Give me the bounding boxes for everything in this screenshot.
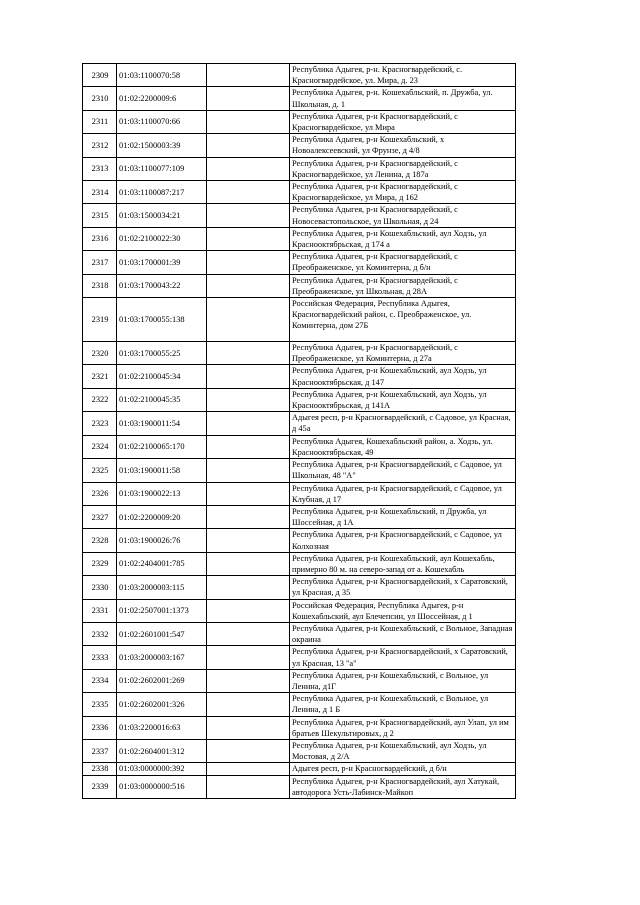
row-number: 2315 xyxy=(83,204,117,227)
address-cell: Республика Адыгея, р-н Кошехабльский, аул Ходзь, ул Краснооктябрьская, д 147 xyxy=(290,365,516,388)
cadastral-number: 01:03:2200016:63 xyxy=(117,716,207,739)
table-row xyxy=(83,739,516,762)
table-row xyxy=(83,157,516,180)
empty-cell xyxy=(207,251,290,274)
empty-cell xyxy=(207,763,290,775)
cadastral-number: 01:02:2602001:326 xyxy=(117,693,207,716)
address-cell: Республика Адыгея, р-н Кошехабльский, х Новоалексеевский, ул Фрунзе, д 4/8 xyxy=(290,134,516,157)
table-row xyxy=(83,64,516,87)
row-number: 2312 xyxy=(83,134,117,157)
empty-cell xyxy=(207,204,290,227)
table-row xyxy=(83,87,516,110)
table-row xyxy=(83,529,516,552)
row-number: 2325 xyxy=(83,459,117,482)
cadastral-number: 01:02:2404001:785 xyxy=(117,552,207,575)
cadastral-number: 01:02:2200009:6 xyxy=(117,87,207,110)
empty-cell xyxy=(207,459,290,482)
empty-cell xyxy=(207,227,290,250)
cadastral-number: 01:03:1900026:76 xyxy=(117,529,207,552)
row-number: 2318 xyxy=(83,274,117,297)
table-row xyxy=(83,646,516,669)
row-number: 2328 xyxy=(83,529,117,552)
address-cell: Республика Адыгея, р-н Красногвардейский, с Садовое, ул Колхозная xyxy=(290,529,516,552)
row-number: 2337 xyxy=(83,739,117,762)
address-cell: Республика Адыгея, р-н Красногвардейский, с Красногвардейское, ул Мира xyxy=(290,110,516,133)
table-row xyxy=(83,552,516,575)
table-row xyxy=(83,716,516,739)
table-row xyxy=(83,274,516,297)
empty-cell xyxy=(207,365,290,388)
cadastral-number: 01:03:1900011:58 xyxy=(117,459,207,482)
table-row xyxy=(83,388,516,411)
empty-cell xyxy=(207,388,290,411)
row-number: 2319 xyxy=(83,298,117,342)
registry-table xyxy=(82,63,516,799)
empty-cell xyxy=(207,435,290,458)
empty-cell xyxy=(207,134,290,157)
address-cell: Адыгея респ, р-н Красногвардейский, д б/н xyxy=(290,763,516,775)
empty-cell xyxy=(207,298,290,342)
empty-cell xyxy=(207,576,290,599)
empty-cell xyxy=(207,110,290,133)
table-row xyxy=(83,251,516,274)
empty-cell xyxy=(207,739,290,762)
cadastral-number: 01:03:1700001:39 xyxy=(117,251,207,274)
row-number: 2339 xyxy=(83,775,117,798)
cadastral-number: 01:03:0000000:392 xyxy=(117,763,207,775)
cadastral-number: 01:02:2602001:269 xyxy=(117,669,207,692)
address-cell: Республика Адыгея, р-н Красногвардейский, с Садовое, ул Клубная, д 17 xyxy=(290,482,516,505)
cadastral-number: 01:03:1100070:58 xyxy=(117,64,207,87)
cadastral-number: 01:03:2000003:167 xyxy=(117,646,207,669)
row-number: 2330 xyxy=(83,576,117,599)
cadastral-number: 01:02:2601001:547 xyxy=(117,622,207,645)
table-row xyxy=(83,482,516,505)
table-row xyxy=(83,459,516,482)
row-number: 2322 xyxy=(83,388,117,411)
table-row xyxy=(83,227,516,250)
row-number: 2331 xyxy=(83,599,117,622)
row-number: 2313 xyxy=(83,157,117,180)
row-number: 2316 xyxy=(83,227,117,250)
row-number: 2321 xyxy=(83,365,117,388)
empty-cell xyxy=(207,412,290,435)
row-number: 2323 xyxy=(83,412,117,435)
address-cell: Республика Адыгея, р-н Кошехабльский, аул Кошехабль, примерно 80 м. на северо-запад от а. Кошехабль xyxy=(290,552,516,575)
empty-cell xyxy=(207,552,290,575)
empty-cell xyxy=(207,482,290,505)
cadastral-number: 01:02:2200009:20 xyxy=(117,505,207,528)
address-cell: Республика Адыгея, р-н Кошехабльский, с Вольное, ул Ленина, д1Г xyxy=(290,669,516,692)
cadastral-number: 01:02:2604001:312 xyxy=(117,739,207,762)
address-cell: Республика Адыгея, р-н Красногвардейский, с Преображенское, ул Коминтерна, д 27а xyxy=(290,342,516,365)
cadastral-number: 01:02:2100045:34 xyxy=(117,365,207,388)
address-cell: Республика Адыгея, р-н. Красногвардейский, с. Красногвардейское, ул. Мира, д. 23 xyxy=(290,64,516,87)
row-number: 2332 xyxy=(83,622,117,645)
row-number: 2335 xyxy=(83,693,117,716)
row-number: 2327 xyxy=(83,505,117,528)
table-row xyxy=(83,365,516,388)
cadastral-number: 01:03:1100087:217 xyxy=(117,181,207,204)
row-number: 2329 xyxy=(83,552,117,575)
registry-table-body xyxy=(83,64,516,799)
empty-cell xyxy=(207,342,290,365)
empty-cell xyxy=(207,599,290,622)
table-row xyxy=(83,693,516,716)
address-cell: Адыгея респ, р-н Красногвардейский, с Садовое, ул Красная, д 45а xyxy=(290,412,516,435)
table-row xyxy=(83,181,516,204)
address-cell: Республика Адыгея, р-н Красногвардейский, х Саратовский, ул Красная, 13 "а" xyxy=(290,646,516,669)
address-cell: Республика Адыгея, р-н Красногвардейский, с Красногвардейское, ул Ленина, д 187а xyxy=(290,157,516,180)
address-cell: Республика Адыгея, р-н Кошехабльский, п Дружба, ул Шоссейная, д 1А xyxy=(290,505,516,528)
row-number: 2320 xyxy=(83,342,117,365)
empty-cell xyxy=(207,775,290,798)
cadastral-number: 01:03:1700043:22 xyxy=(117,274,207,297)
table-row xyxy=(83,134,516,157)
table-row xyxy=(83,505,516,528)
row-number: 2336 xyxy=(83,716,117,739)
row-number: 2338 xyxy=(83,763,117,775)
empty-cell xyxy=(207,622,290,645)
cadastral-number: 01:03:1700055:138 xyxy=(117,298,207,342)
address-cell: Республика Адыгея, р-н. Кошехабльский, п. Дружба, ул. Школьная, д. 1 xyxy=(290,87,516,110)
empty-cell xyxy=(207,181,290,204)
address-cell: Республика Адыгея, р-н Красногвардейский, с Новосевастопольское, ул Школьная, д 24 xyxy=(290,204,516,227)
cadastral-number: 01:02:2507001:1373 xyxy=(117,599,207,622)
row-number: 2333 xyxy=(83,646,117,669)
cadastral-number: 01:03:1100077:109 xyxy=(117,157,207,180)
address-cell: Республика Адыгея, р-н Красногвардейский, с Преображенское, ул Школьная, д 28А xyxy=(290,274,516,297)
address-cell: Республика Адыгея, р-н Красногвардейский, с Садовое, ул Школьная, 48 "А" xyxy=(290,459,516,482)
empty-cell xyxy=(207,274,290,297)
address-cell: Республика Адыгея, р-н Красногвардейский, аул Хатукай, автодорога Усть-Лабинск-Майкоп xyxy=(290,775,516,798)
table-row xyxy=(83,342,516,365)
empty-cell xyxy=(207,64,290,87)
table-row xyxy=(83,412,516,435)
address-cell: Республика Адыгея, р-н Кошехабльский, аул Ходзь, ул Краснооктябрьская, д 141А xyxy=(290,388,516,411)
row-number: 2324 xyxy=(83,435,117,458)
table-row xyxy=(83,669,516,692)
table-row xyxy=(83,775,516,798)
row-number: 2334 xyxy=(83,669,117,692)
empty-cell xyxy=(207,87,290,110)
table-row xyxy=(83,622,516,645)
cadastral-number: 01:03:1700055:25 xyxy=(117,342,207,365)
cadastral-number: 01:03:1900011:54 xyxy=(117,412,207,435)
row-number: 2317 xyxy=(83,251,117,274)
cadastral-number: 01:03:0000000:516 xyxy=(117,775,207,798)
table-row xyxy=(83,298,516,342)
address-cell: Российская Федерация, Республика Адыгея, Красногвардейский район, с. Преображенское, ул. Коминтерна, дом 27Б xyxy=(290,298,516,342)
address-cell: Республика Адыгея, р-н Кошехабльский, аул Ходзь, ул Краснооктябрьская, д 174 а xyxy=(290,227,516,250)
table-row xyxy=(83,110,516,133)
address-cell: Республика Адыгея, р-н Красногвардейский, с Преображенское, ул Коминтерна, д б/н xyxy=(290,251,516,274)
cadastral-number: 01:02:1500003:39 xyxy=(117,134,207,157)
empty-cell xyxy=(207,505,290,528)
address-cell: Республика Адыгея, р-н Кошехабльский, аул Ходзь, ул Мостовая, д 2/А xyxy=(290,739,516,762)
row-number: 2311 xyxy=(83,110,117,133)
empty-cell xyxy=(207,693,290,716)
address-cell: Республика Адыгея, р-н Кошехабльский, с Вольное, Западная окраина xyxy=(290,622,516,645)
empty-cell xyxy=(207,669,290,692)
address-cell: Республика Адыгея, р-н Красногвардейский, с Красногвардейское, ул Мира, д 162 xyxy=(290,181,516,204)
row-number: 2314 xyxy=(83,181,117,204)
cadastral-number: 01:02:2100022:30 xyxy=(117,227,207,250)
table-row xyxy=(83,576,516,599)
address-cell: Российская Федерация, Республика Адыгея, р-н Кошехабльский, аул Блечепсин, ул Шоссейная, д 1 xyxy=(290,599,516,622)
table-row xyxy=(83,599,516,622)
empty-cell xyxy=(207,716,290,739)
table-row xyxy=(83,763,516,775)
cadastral-number: 01:03:2000003:115 xyxy=(117,576,207,599)
address-cell: Республика Адыгея, р-н Красногвардейский, аул Улап, ул им братьев Шекультировых, д 2 xyxy=(290,716,516,739)
cadastral-number: 01:02:2100045:35 xyxy=(117,388,207,411)
address-cell: Республика Адыгея, Кошехабльский район, а. Ходзь, ул. Краснооктябрьская, 49 xyxy=(290,435,516,458)
row-number: 2326 xyxy=(83,482,117,505)
cadastral-number: 01:03:1100070:66 xyxy=(117,110,207,133)
address-cell: Республика Адыгея, р-н Красногвардейский, х Саратовский, ул Красная, д 35 xyxy=(290,576,516,599)
address-cell: Республика Адыгея, р-н Кошехабльский, с Вольное, ул Ленина, д 1 Б xyxy=(290,693,516,716)
table-row xyxy=(83,204,516,227)
cadastral-number: 01:03:1500034:21 xyxy=(117,204,207,227)
row-number: 2310 xyxy=(83,87,117,110)
cadastral-number: 01:03:1900022:13 xyxy=(117,482,207,505)
table-row xyxy=(83,435,516,458)
empty-cell xyxy=(207,157,290,180)
empty-cell xyxy=(207,529,290,552)
empty-cell xyxy=(207,646,290,669)
cadastral-number: 01:02:2100065:170 xyxy=(117,435,207,458)
row-number: 2309 xyxy=(83,64,117,87)
